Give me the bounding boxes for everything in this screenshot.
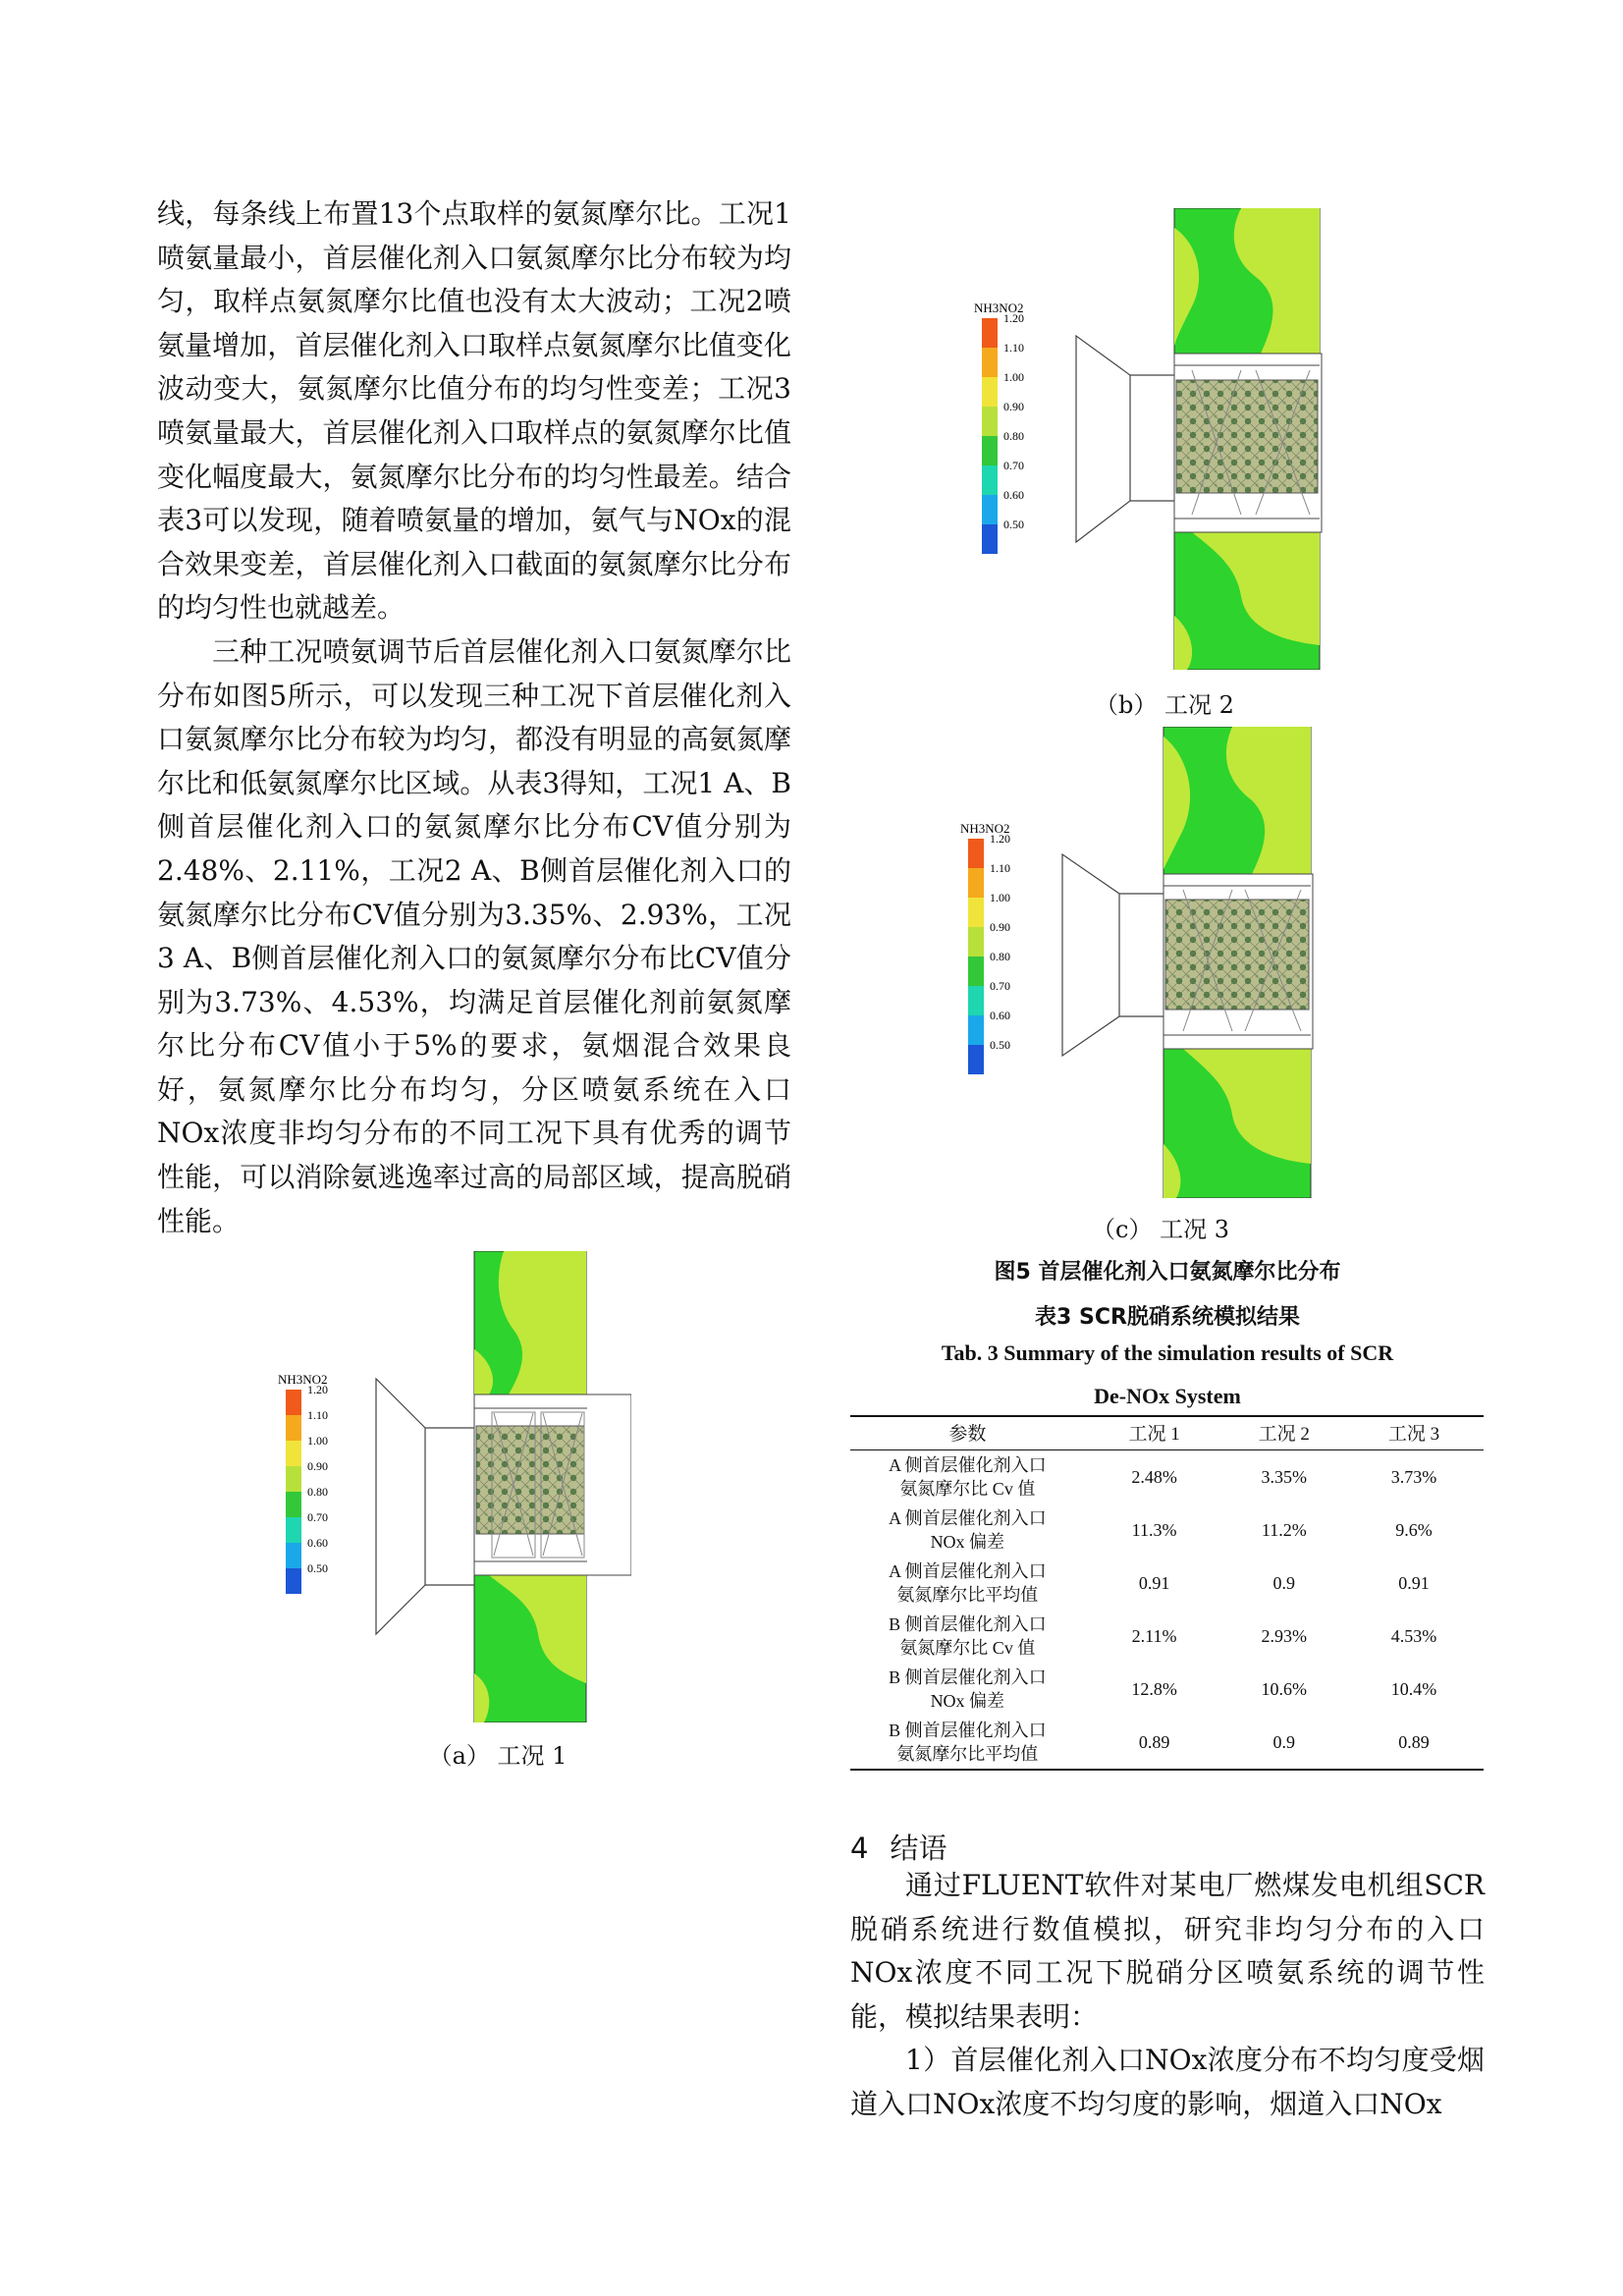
param-line-2: 氨氮摩尔比平均值 (896, 1744, 1039, 1764)
param-line-1: A 侧首层催化剂入口 (889, 1455, 1047, 1475)
header-case3: 工况 3 (1344, 1416, 1484, 1450)
value-cell: 12.8% (1131, 1679, 1177, 1699)
legend-tick-label: 0.90 (307, 1459, 328, 1473)
value-cell: 11.2% (1261, 1520, 1307, 1540)
legend-tick-label: 0.90 (990, 920, 1010, 934)
caption-a: （a） 工况 1 (428, 1742, 568, 1770)
legend-tick-label: 1.00 (990, 891, 1010, 904)
legend-swatch (968, 1045, 984, 1074)
param-cell (850, 1557, 1085, 1610)
legend-tick-label: 0.50 (1003, 518, 1024, 531)
legend-swatch (286, 1415, 301, 1441)
legend-swatch (968, 898, 984, 927)
legend-tick-label: 0.80 (1003, 429, 1024, 443)
value-cell: 2.93% (1261, 1626, 1308, 1646)
section-title: 结语 (890, 1831, 947, 1865)
caption-c: （c） 工况 3 (1092, 1216, 1229, 1243)
legend-swatch (968, 927, 984, 957)
value-cell: 0.9 (1224, 1716, 1345, 1770)
value-cell: 10.4% (1390, 1679, 1437, 1699)
legend-swatch (286, 1466, 301, 1492)
value-cell: 0.89 (1085, 1716, 1224, 1770)
table-row (850, 1610, 1484, 1663)
legend-bar-c (960, 821, 1019, 1086)
conclusion-paragraph-2: 1）首层催化剂入口NOx浓度分布不均匀度受烟道入口NOx浓度不均匀度的影响，烟道入口NOx (850, 2044, 1485, 2120)
legend-tick-label: 0.90 (1003, 400, 1024, 413)
value-cell: 3.73% (1390, 1467, 1437, 1487)
table-row (850, 1716, 1484, 1770)
table-row (850, 1450, 1484, 1504)
legend-tick-label: 1.10 (307, 1408, 328, 1422)
table-row (850, 1663, 1484, 1716)
legend-swatch (982, 407, 998, 436)
param-cell (850, 1503, 1085, 1557)
legend-tick-label: 0.60 (990, 1009, 1010, 1022)
value-cell: 0.89 (1344, 1716, 1484, 1770)
legend-tick-label: 0.70 (990, 979, 1010, 993)
legend-swatch (286, 1543, 301, 1568)
param-line-2: NOx 偏差 (930, 1532, 1005, 1552)
legend-swatch (982, 318, 998, 348)
param-line-2: 氨氮摩尔比 Cv 值 (899, 1479, 1036, 1499)
results-table (850, 1415, 1484, 1771)
legend-tick-label: 1.10 (990, 861, 1010, 875)
legend-tick-label: 0.50 (307, 1561, 328, 1575)
param-line-2: NOx 偏差 (930, 1691, 1005, 1711)
legend-tick-label: 0.80 (990, 950, 1010, 963)
value-cell: 3.35% (1261, 1467, 1308, 1487)
legend-swatch (982, 495, 998, 524)
left-column (157, 192, 791, 1243)
legend-swatch (982, 348, 998, 377)
param-cell (850, 1716, 1085, 1770)
param-line-1: A 侧首层催化剂入口 (889, 1561, 1047, 1581)
legend-tick-label: 1.00 (307, 1434, 328, 1448)
legend-tick-label: 0.60 (1003, 488, 1024, 502)
legend-swatch (286, 1568, 301, 1594)
legend-bar-a (278, 1372, 337, 1617)
param-line-1: B 侧首层催化剂入口 (889, 1667, 1047, 1687)
legend-swatch (982, 524, 998, 554)
header-param: 参数 (850, 1416, 1085, 1450)
caption-b: （b） 工况 2 (1095, 691, 1234, 719)
paragraph-1: 线，每条线上布置13个点取样的氨氮摩尔比。工况1喷氨量最小，首层催化剂入口氨氮摩尔比分布较为均匀，取样点氨氮摩尔比值也没有太大波动；工况2喷氨量增加，首层催化剂入口取样点氨氮摩尔比值变化波动变大，氨氮摩尔比值分布的均匀性变差；工况3喷氨量最大，首层催化剂入口取样点的氨氮摩尔比值变化幅度最大，氨氮摩尔比分布的均匀性最差。结合表3可以发现，随着喷氨量的增加，氨气与NOx的混合效果变差，首层催化剂入口截面的氨氮摩尔比分布的均匀性也就越差。 (157, 197, 791, 625)
legend-swatch (968, 986, 984, 1015)
legend-swatch (286, 1517, 301, 1543)
param-cell (850, 1610, 1085, 1663)
legend-tick-label: 1.00 (1003, 370, 1024, 384)
param-line-1: B 侧首层催化剂入口 (889, 1721, 1047, 1740)
legend-title: NH3NO2 (974, 301, 1024, 315)
legend-swatch (982, 377, 998, 407)
legend-tick-label: 1.20 (990, 832, 1010, 846)
legend-tick-label: 0.60 (307, 1536, 328, 1550)
legend-swatch (968, 839, 984, 868)
figure-b (1035, 208, 1329, 670)
section-number: 4 (850, 1831, 869, 1865)
value-cell: 2.48% (1131, 1467, 1177, 1487)
table-title-en-2: De-NOx System (1094, 1384, 1241, 1408)
legend-tick-label: 0.70 (307, 1510, 328, 1524)
header-case1: 工况 1 (1085, 1416, 1224, 1450)
conclusion-text (850, 1864, 1485, 2127)
legend-swatch (982, 436, 998, 465)
param-cell (850, 1663, 1085, 1716)
legend-swatch (286, 1441, 301, 1466)
conclusion-paragraph-1: 通过FLUENT软件对某电厂燃煤发电机组SCR脱硝系统进行数值模拟，研究非均匀分布的入口NOx浓度不同工况下脱硝分区喷氨系统的调节性能，模拟结果表明： (850, 1869, 1485, 2033)
value-cell: 0.9 (1272, 1573, 1296, 1593)
section-heading (850, 1827, 968, 1867)
paragraph-2: 三种工况喷氨调节后首层催化剂入口氨氮摩尔比分布如图5所示，可以发现三种工况下首层催化剂入口氨氮摩尔比分布较为均匀，都没有明显的高氨氮摩尔比和低氨氮摩尔比区域。从表3得知，工况1 A、B侧首层催化剂入口的氨氮摩尔比分布CV值分别为2.48%、2.11%，工况2 A、B侧首层催化剂入口的氨氮摩尔比分布CV值分别为3.35%、2.93%，工况3 A、B侧首层催化剂入口的氨氮摩尔分布比CV值分别为3.73%、4.53%，均满足首层催化剂前氨氮摩尔比分布CV值小于5%的要求，氨烟混合效果良好，氨氮摩尔比分布均匀，分区喷氨系统在入口NOx浓度非均匀分布的不同工况下具有优秀的调节性能，可以消除氨逃逸率过高的局部区域，提高脱硝性能。 (157, 634, 791, 1237)
value-cell: 9.6% (1395, 1520, 1433, 1540)
value-cell: 0.91 (1138, 1573, 1170, 1593)
value-cell: 11.3% (1131, 1520, 1177, 1540)
figure-title: 图5 首层催化剂入口氨氮摩尔比分布 (994, 1260, 1341, 1285)
header-case2: 工况 2 (1224, 1416, 1345, 1450)
table-row (850, 1557, 1484, 1610)
param-line-2: 氨氮摩尔比平均值 (896, 1585, 1039, 1605)
legend-tick-label: 0.50 (990, 1038, 1010, 1052)
table-row (850, 1503, 1484, 1557)
figure-c (1021, 727, 1316, 1198)
legend-swatch (968, 957, 984, 986)
value-cell: 0.91 (1398, 1573, 1430, 1593)
legend-tick-label: 0.70 (1003, 459, 1024, 472)
param-line-1: A 侧首层催化剂入口 (889, 1508, 1047, 1528)
legend-swatch (968, 1015, 984, 1045)
legend-swatch (968, 868, 984, 898)
table-title-en-1: Tab. 3 Summary of the simulation results of SCR (941, 1340, 1394, 1365)
legend-swatch (286, 1492, 301, 1517)
param-cell (850, 1450, 1085, 1504)
param-line-1: B 侧首层催化剂入口 (889, 1614, 1047, 1634)
legend-tick-label: 1.10 (1003, 341, 1024, 355)
legend-tick-label: 1.20 (307, 1383, 328, 1396)
legend-swatch (286, 1390, 301, 1415)
legend-title: NH3NO2 (960, 821, 1010, 836)
param-line-2: 氨氮摩尔比 Cv 值 (899, 1638, 1036, 1658)
table-header-row (850, 1416, 1484, 1450)
legend-tick-label: 1.20 (1003, 311, 1024, 325)
legend-bar-b (974, 301, 1033, 566)
legend-title: NH3NO2 (278, 1372, 328, 1387)
value-cell: 2.11% (1131, 1626, 1177, 1646)
legend-tick-label: 0.80 (307, 1485, 328, 1499)
legend-swatch (982, 465, 998, 495)
value-cell: 4.53% (1390, 1626, 1437, 1646)
table-title-cn: 表3 SCR脱硝系统模拟结果 (1035, 1305, 1300, 1330)
value-cell: 10.6% (1261, 1679, 1308, 1699)
